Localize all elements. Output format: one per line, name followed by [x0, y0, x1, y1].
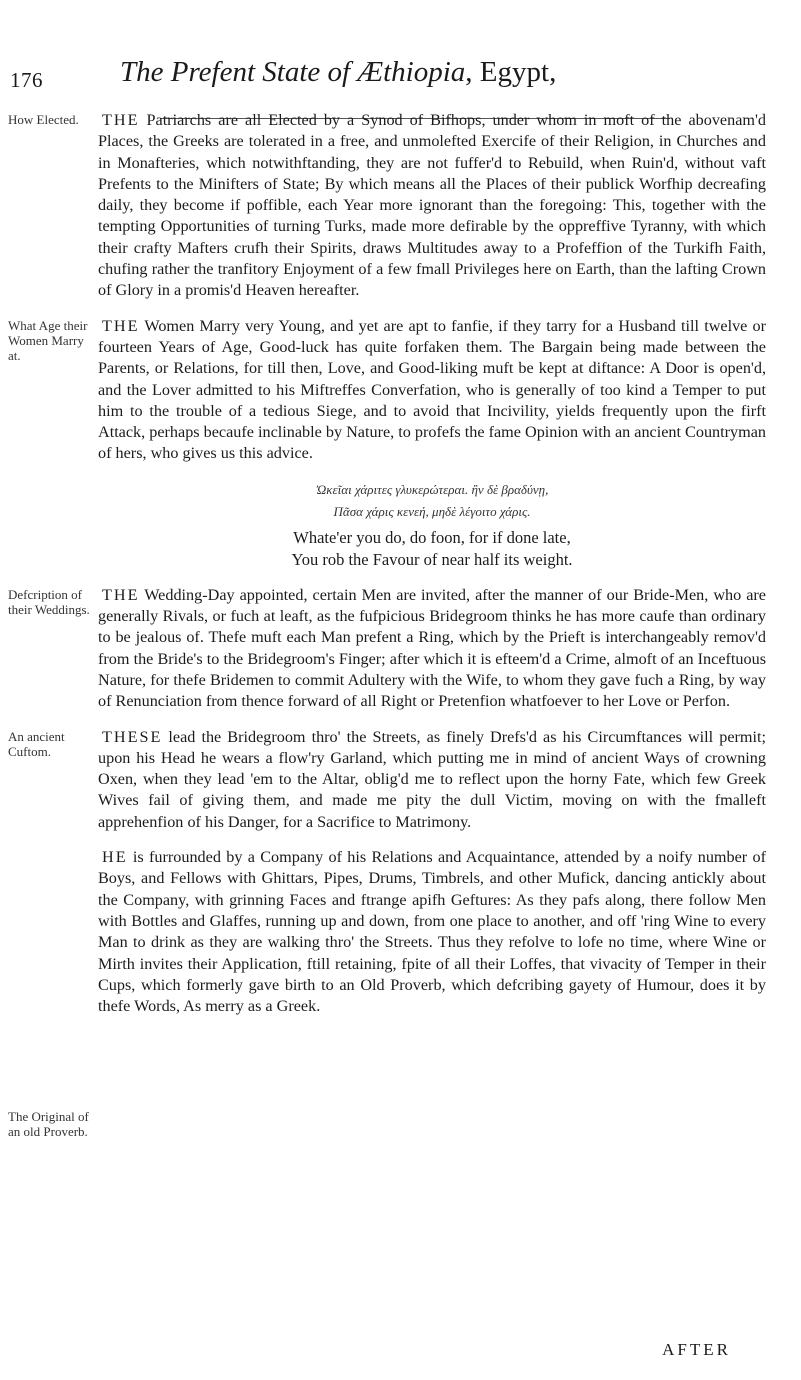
greek-quote-line-2: Πᾶσα χάρις κενεή, μηδὲ λέγοιτο χάρις.	[333, 503, 531, 519]
paragraph-text: is furrounded by a Company of his Relations and Acquaintance, attended by a noify number of Boys, and Fellows with Ghittars, Pipes, Drums, Timbrels, and other Mufick, dancing antickly about the Company, with grinning Faces and ftrange apifh Geftures: As they pafs along, there follow Men with Bottles and Glaffes, running up and down, from one place to another, and off 'ring Wine to every Man to drink as they are walking thro' the Streets. Thus they refolve to lofe no time, where Wine or Mirth invites their Application, ftill retaining, fpite of all their Loffes, that vivacity of Temper in their Cups, which formerly gave birth to an Old Proverb, which defcribing gayety of Humour, does it by thefe Words, As merry as a Greek.	[98, 848, 766, 1016]
margin-note: The Original of an old Proverb.	[8, 1109, 89, 1140]
section-proverb	[0, 847, 801, 1140]
greek-quote-line-1: Ὠκεῖαι χάριτες γλυκερώτεραι. ἢν δὲ βραδύνῃ,	[315, 481, 549, 497]
running-head	[10, 42, 780, 92]
margin-note: What Age their Women Marry at.	[8, 317, 88, 363]
paragraph-text: lead the Bridegroom thro' the Streets, as finely Drefs'd as his Circumftances will permit; upon his Head he wears a flow'ry Garland, which putting me in mind of ancient Ways of crowning Oxen, when they lead 'em to the Altar, oblig'd me to reflect upon the horny Fate, which few Greek Wives fail of giving them, and made me pity the dull Victim, moving on with the fmalleft apprehenfion of his Danger, for a Sacrifice to Matrimony.	[98, 727, 766, 831]
paragraph-lead: THESE	[102, 727, 163, 746]
paragraph	[98, 585, 766, 713]
page-body	[0, 110, 801, 1140]
margin-note: Defcription of their Weddings.	[8, 586, 90, 617]
paragraph	[98, 727, 766, 833]
title-part-2: Æthiopia	[357, 56, 466, 88]
paragraph-text: Patriarchs are all Elected by a Synod of Bifhops, under whom in moft of the abovenam'd Places, the Greeks are tolerated in a free, and unmolefted Exercife of their Religion, in Churches and in Monafteries, which notwithftanding, they are not fuffer'd to Rebuild, when Ruin'd, without vaft Prefents to the Minifters of State; By which means all the Places of their publick Worfhip decreafing daily, they become if poffible, each Year more ignorant than the foregoing: This, together with the tempting Opportunities of turning Turks, made more defirable by the oppreffive Tyranny, with which their crafty Mafters crufh their Spirits, draws Multitudes away to a Profeffion of the Turkifh Faith, chufing rather the tranfitory Enjoyment of a few fmall Privileges here on Earth, than the lafting Crown of Glory in a promis'd Heaven hereafter.	[98, 111, 766, 300]
page-number: 176	[10, 68, 43, 92]
title-part-3: , Egypt,	[465, 56, 557, 88]
paragraph-text: Wedding-Day appointed, certain Men are invited, after the manner of our Bride-Men, who are generally Rivals, or fuch at leaft, as the fufpicious Bridegroom thinks he has more caufe than ordinary to be jealous of. Thefe muft each Man prefent a Ring, which by the Prieft is interchangeably remov'd from the Bride's to the Bridegroom's Finger; after which it is efteem'd a Crime, almoft of an Inceftuous Nature, for thefe Bridemen to commit Adultery with the Wife, to whom they gave fuch a Ring, by way of Renunciation from thence forward of all Right or Pretenfion whatfoever to her Love or Perfon.	[98, 585, 766, 711]
paragraph	[98, 847, 766, 1017]
paragraph-text: Women Marry very Young, and yet are apt to fanfie, if they tarry for a Husband till twelve or fourteen Years of Age, Good-luck has quite forfaken them. The Bargain being made between the Parents, or Relations, for till then, Love, and Good-liking muft be kept at diftance: A Door is open'd, and the Lover admitted to his Miftreffes Converfation, who is generally of too kind a Temper to put him to the trouble of a tedious Siege, and to avoid that Incivility, yields frequently upon the firft Attack, perhaps becaufe inclinable by Nature, to profefs the fame Opinion with an ancient Countryman of hers, who gives us this advice.	[98, 316, 766, 463]
margin-note: An ancient Cuftom.	[8, 728, 65, 759]
paragraph-lead: HE	[102, 848, 128, 867]
paragraph-lead: THE	[102, 316, 140, 335]
quotation-block	[98, 479, 766, 571]
verse-line-2: You rob the Favour of near half its weight.	[291, 549, 573, 569]
section-ancient-custom	[0, 727, 801, 833]
title-part-1: The Prefent State of	[120, 56, 358, 88]
paragraph	[98, 110, 766, 302]
section-marry-age	[0, 316, 801, 465]
paragraph-lead: THE	[102, 111, 140, 129]
catchword: AFTER	[662, 1340, 731, 1359]
paragraph	[98, 316, 766, 465]
page-title	[120, 56, 556, 89]
margin-note: How Elected.	[8, 112, 79, 127]
verse-line-1: Whate'er you do, do foon, for if done late,	[293, 527, 571, 547]
section-patriarchs	[0, 110, 801, 302]
paragraph-lead: THE	[102, 585, 140, 604]
section-weddings	[0, 585, 801, 713]
